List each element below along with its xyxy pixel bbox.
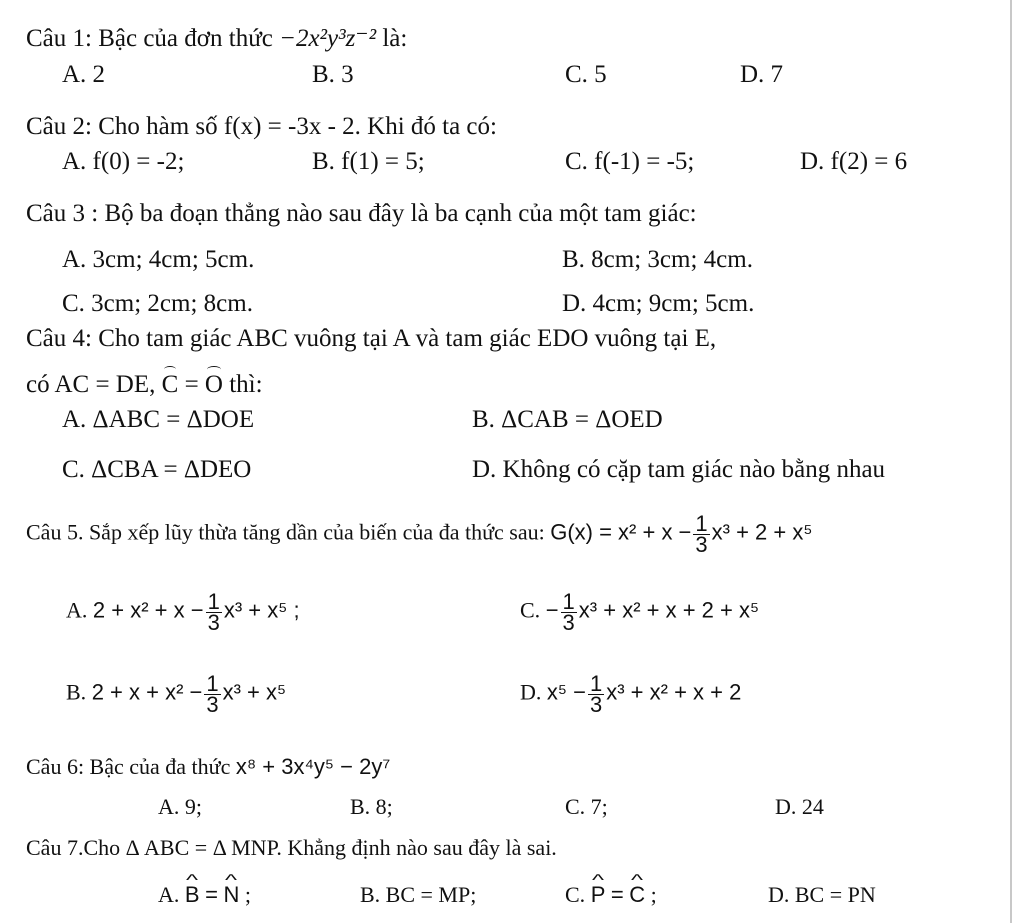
q3-option-a: A. 3cm; 4cm; 5cm. bbox=[62, 246, 255, 273]
q5-c-frac-num: 1 bbox=[562, 589, 575, 614]
q2-option-a: A. f(0) = -2; bbox=[62, 148, 185, 175]
q5-poly-a: G(x) = x² + x − bbox=[550, 519, 692, 545]
q7-c-end: ; bbox=[650, 882, 657, 907]
q5-b-frac-den: 3 bbox=[206, 692, 219, 717]
q4-angle-c: C bbox=[161, 371, 179, 398]
question-5 bbox=[26, 511, 1010, 557]
q7-option-c bbox=[565, 880, 657, 910]
question-5-text: Câu 5. Sắp xếp lũy thừa tăng dần của biến của đa thức sau: bbox=[26, 519, 545, 545]
q5-option-d-label: D. bbox=[520, 679, 542, 705]
q4-equals: = bbox=[184, 371, 199, 398]
q2-option-b: B. f(1) = 5; bbox=[312, 148, 425, 175]
q5-option-d-part2: x³ + x² + x + 2 bbox=[606, 679, 742, 705]
q5-option-b-part2: x³ + x⁵ bbox=[222, 679, 287, 705]
q5-poly-fraction bbox=[693, 511, 709, 557]
q2-option-c: C. f(-1) = -5; bbox=[565, 148, 695, 175]
q1-option-c: C. 5 bbox=[565, 61, 607, 88]
q7-c-equals: = bbox=[610, 882, 624, 907]
q5-option-c-label: C. bbox=[520, 597, 541, 623]
q7-option-d: D. BC = PN bbox=[768, 882, 876, 907]
q4-option-c: C. ΔCBA = ΔDEO bbox=[62, 456, 252, 483]
q4-option-a: A. ΔABC = ΔDOE bbox=[62, 406, 255, 433]
question-6-text: Câu 6: Bậc của đa thức bbox=[26, 754, 231, 779]
q5-poly-frac-num: 1 bbox=[695, 511, 708, 536]
q7-angle-p: ^ P bbox=[591, 880, 606, 910]
q4-condition-end: thì: bbox=[229, 371, 263, 398]
q5-option-c-part2: x³ + x² + x + 2 + x⁵ bbox=[578, 597, 760, 623]
q4-condition-prefix: có AC = DE, bbox=[26, 371, 156, 398]
q7-option-a-label: A. bbox=[158, 882, 180, 907]
q7-angle-c: ^ C bbox=[629, 880, 645, 910]
q1-option-b: B. 3 bbox=[312, 61, 354, 88]
q1-option-a: A. 2 bbox=[62, 61, 106, 88]
q5-b-frac-num: 1 bbox=[206, 671, 219, 696]
q5-option-a-fraction bbox=[206, 589, 222, 635]
q4-option-b: B. ΔCAB = ΔOED bbox=[472, 406, 663, 433]
q5-c-frac-den: 3 bbox=[562, 610, 575, 635]
q5-option-a-part1: 2 + x² + x − bbox=[92, 597, 204, 623]
q5-option-c bbox=[520, 589, 760, 635]
q5-option-d bbox=[520, 671, 742, 717]
question-1-text: Câu 1: Bậc của đơn thức bbox=[26, 25, 273, 52]
q5-option-c-fraction bbox=[561, 589, 577, 635]
q5-option-b-part1: 2 + x + x² − bbox=[91, 679, 203, 705]
q4-option-d: D. Không có cặp tam giác nào bằng nhau bbox=[472, 456, 886, 483]
question-4-condition bbox=[26, 370, 1010, 400]
q5-option-a bbox=[66, 589, 300, 635]
q3-option-d: D. 4cm; 9cm; 5cm. bbox=[562, 290, 755, 317]
q5-option-d-fraction bbox=[588, 671, 604, 717]
question-3: Câu 3 : Bộ ba đoạn thẳng nào sau đây là ba cạnh của một tam giác: bbox=[26, 200, 697, 227]
q5-option-b-fraction bbox=[204, 671, 220, 717]
q7-angle-b: ^ B bbox=[185, 880, 200, 910]
q2-option-d: D. f(2) = 6 bbox=[800, 148, 908, 175]
q6-option-a: A. 9; bbox=[158, 794, 202, 819]
q3-option-c: C. 3cm; 2cm; 8cm. bbox=[62, 290, 253, 317]
q5-poly-b: x³ + 2 + x⁵ bbox=[711, 519, 813, 545]
q7-a-equals: = bbox=[205, 882, 218, 907]
q5-option-a-part2: x³ + x⁵ ; bbox=[223, 597, 300, 623]
question-1-expr: −2x²y³z⁻² bbox=[279, 25, 377, 52]
q5-option-c-part1: − bbox=[545, 597, 559, 623]
question-4: Câu 4: Cho tam giác ABC vuông tại A và tam giác EDO vuông tại E, bbox=[26, 325, 717, 352]
q5-option-d-part1: x⁵ − bbox=[546, 679, 586, 705]
q6-option-b: B. 8; bbox=[350, 794, 393, 819]
q5-option-b bbox=[66, 671, 287, 717]
q7-option-a bbox=[158, 880, 251, 910]
question-6-expr: x⁸ + 3x⁴y⁵ − 2y⁷ bbox=[235, 754, 391, 779]
question-2: Câu 2: Cho hàm số f(x) = -3x - 2. Khi đó ta có: bbox=[26, 113, 497, 140]
q1-option-d: D. 7 bbox=[740, 61, 784, 88]
q7-angle-n: ^ N bbox=[223, 880, 239, 910]
q5-a-frac-den: 3 bbox=[207, 610, 220, 635]
q5-d-frac-den: 3 bbox=[589, 692, 603, 717]
q5-poly-frac-den: 3 bbox=[695, 532, 708, 557]
q7-a-end: ; bbox=[244, 882, 251, 907]
q5-a-frac-num: 1 bbox=[207, 589, 220, 614]
question-6 bbox=[26, 752, 1010, 782]
question-1 bbox=[26, 24, 1010, 54]
q6-option-d: D. 24 bbox=[775, 794, 824, 819]
q4-angle-o: O bbox=[204, 371, 223, 398]
q5-option-a-label: A. bbox=[66, 597, 88, 623]
q5-d-frac-num: 1 bbox=[589, 671, 603, 696]
q5-option-b-label: B. bbox=[66, 679, 87, 705]
q7-option-c-label: C. bbox=[565, 882, 586, 907]
q6-option-c: C. 7; bbox=[565, 794, 608, 819]
question-7: Câu 7.Cho Δ ABC = Δ MNP. Khẳng định nào sau đây là sai. bbox=[26, 835, 557, 860]
question-1-end: là: bbox=[382, 25, 408, 52]
q3-option-b: B. 8cm; 3cm; 4cm. bbox=[562, 246, 753, 273]
q7-option-b: B. BC = MP; bbox=[360, 882, 477, 907]
